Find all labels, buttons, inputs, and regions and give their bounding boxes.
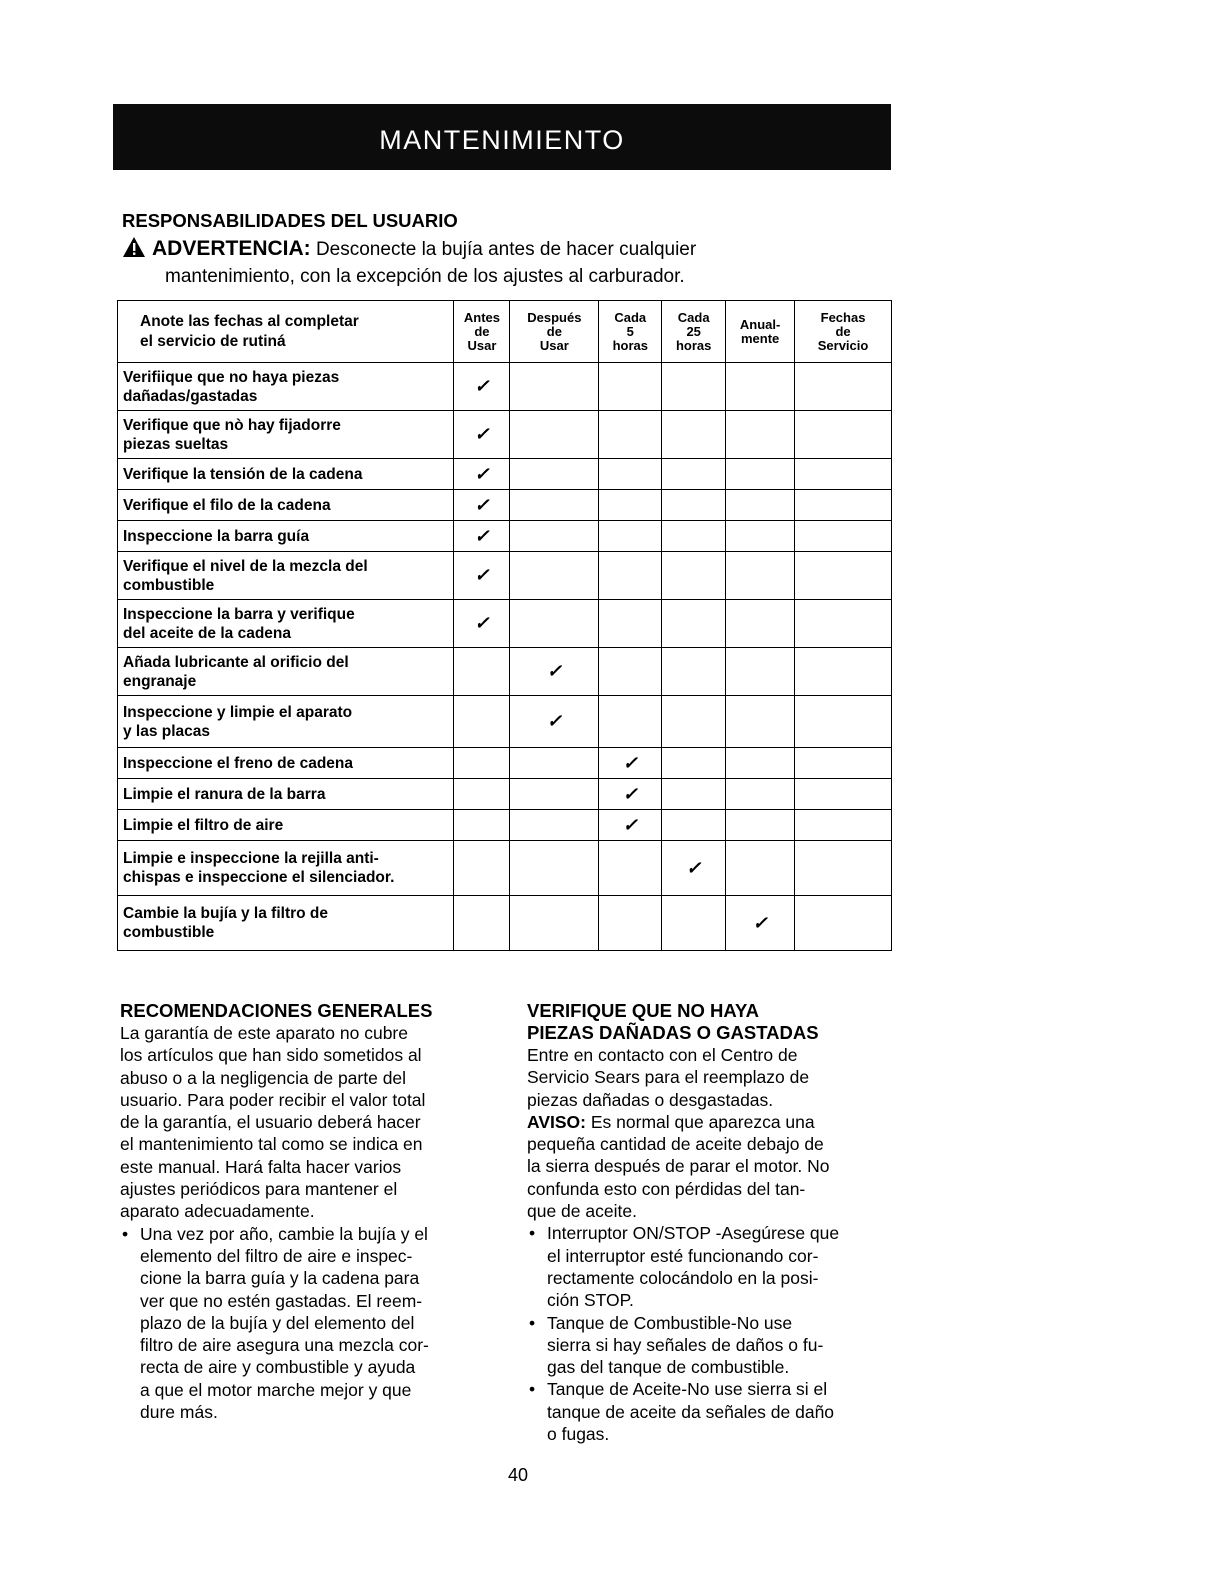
task-text: Limpie el filtro de aire [123,816,284,834]
task-cell [118,600,454,648]
maintenance-schedule-table [117,300,892,951]
heading-line: PIEZAS DAÑADAS O GASTADAS [527,1022,819,1043]
schedule-cell [510,841,599,896]
bullet-line: gas del tanque de combustible. [547,1357,790,1378]
table-row [118,696,892,748]
schedule-cell [726,810,795,841]
schedule-cell [599,600,662,648]
paragraph-line: ajustes periódicos para mantener el [120,1179,398,1200]
general-recommendations [120,1000,505,1423]
schedule-cell [599,363,662,411]
aviso-line [527,1111,912,1133]
schedule-cell [795,600,892,648]
bullet-line: recta de aire y combustible y ayuda [140,1357,416,1378]
task-text: Inspeccione el freno de cadena [123,754,353,772]
task-text: Verifique el filo de la cadena [123,496,331,514]
paragraph-line: los artículos que han sido sometidos al [120,1045,422,1066]
paragraph-line: usuario. Para poder recibir el valor total [120,1089,426,1110]
task-cell [118,810,454,841]
section-title: RESPONSABILIDADES DEL USUARIO [122,210,458,231]
task-cell [118,696,454,748]
schedule-cell [454,411,510,459]
header-anualmente [726,301,795,363]
task-text: Inspeccione y limpie el aparato [123,703,353,721]
task-cell [118,648,454,696]
warning-block [122,236,882,289]
schedule-cell [662,696,726,748]
schedule-cell [454,810,510,841]
schedule-cell [662,552,726,600]
schedule-cell [454,600,510,648]
header-text: Fechas [820,309,866,325]
bullet-line: sierra si hay señales de daños o fu- [547,1334,824,1355]
task-text: del aceite de la cadena [123,624,292,642]
paragraph-line: Servicio Sears para el reemplazo de [527,1067,810,1088]
bullet-line: ver que no estén gastadas. El reem- [140,1290,423,1311]
schedule-cell [510,779,599,810]
check-mark-icon: ✓ [546,711,562,731]
schedule-cell [510,748,599,779]
check-mark-icon: ✓ [474,376,490,396]
paragraph-line: confunda esto con pérdidas del tan- [527,1178,806,1199]
task-cell [118,552,454,600]
header-antes [454,301,510,363]
header-text: 5 [626,323,634,339]
bullet-item [527,1378,912,1445]
schedule-cell [662,363,726,411]
table-row [118,490,892,521]
bullet-line: Interruptor ON/STOP -Asegúrese que [547,1223,840,1244]
check-mark-icon: ✓ [752,912,768,933]
schedule-cell [454,552,510,600]
bullet-line: Tanque de Combustible-No use [547,1312,793,1333]
warning-label: ADVERTENCIA: [152,237,311,260]
check-mark-icon: ✓ [474,463,490,484]
schedule-cell [454,696,510,748]
task-text: Verifique la tensión de la cadena [123,465,363,483]
task-cell [118,459,454,490]
bullet-line: rectamente colocándolo en la posi- [547,1267,819,1288]
header-fechas [795,301,892,363]
bullet-line: dure más. [140,1402,218,1423]
check-mark-icon: ✓ [474,494,490,515]
bullet-line: ción STOP. [547,1290,634,1311]
bullet-item [120,1223,505,1424]
schedule-cell [662,648,726,696]
bullet-line: el interruptor esté funcionando cor- [547,1245,819,1266]
task-text: Inspeccione la barra guía [123,527,310,545]
paragraph-line: el mantenimiento tal como se indica en [120,1134,423,1155]
paragraph-line: la sierra después de parar el motor. No [527,1156,830,1177]
schedule-cell [510,363,599,411]
schedule-cell [795,490,892,521]
schedule-cell [795,459,892,490]
header-text: Usar [539,337,569,353]
damaged-parts-heading [527,1000,912,1044]
header-despues [510,301,599,363]
header-text: de [474,323,490,339]
table-row [118,779,892,810]
bullet-dot-icon: • [529,1223,536,1244]
warning-text: Desconecte la bujía antes de hacer cualquier [315,239,697,260]
task-cell [118,490,454,521]
bullet-line: o fugas. [547,1424,610,1445]
schedule-cell [599,411,662,459]
schedule-cell [510,696,599,748]
task-text: dañadas/gastadas [123,387,258,405]
header-text: horas [612,337,648,353]
schedule-cell [726,748,795,779]
paragraph-line: este manual. Hará falta hacer varios [120,1156,402,1177]
header-text: de [835,323,851,339]
schedule-cell [599,810,662,841]
schedule-cell [726,490,795,521]
check-mark-icon: ✓ [546,661,562,681]
schedule-cell [662,779,726,810]
schedule-cell [599,841,662,896]
schedule-cell [599,696,662,748]
schedule-cell [795,810,892,841]
schedule-cell [795,411,892,459]
task-text: Limpie el ranura de la barra [123,785,326,803]
task-cell [118,521,454,552]
schedule-cell [662,411,726,459]
paragraph-line: aparato adecuadamente. [120,1201,315,1222]
bullet-line: Tanque de Aceite-No use sierra si el [547,1379,828,1400]
schedule-cell [726,459,795,490]
bullet-line: elemento del filtro de aire e inspec- [140,1245,413,1266]
check-mark-icon: ✓ [474,525,490,546]
header-text: mente [740,330,780,346]
task-cell [118,748,454,779]
schedule-cell [662,748,726,779]
header-text: Antes [463,309,500,325]
paragraph-line: Entre en contacto con el Centro de [527,1045,798,1065]
paragraph-line: piezas dañadas o desgastadas. [527,1089,774,1110]
header-text: Después [527,309,582,325]
schedule-cell [726,841,795,896]
header-text: Servicio [817,337,869,353]
check-mark-icon: ✓ [474,613,490,633]
bullet-dot-icon: • [122,1223,129,1244]
task-cell [118,896,454,951]
schedule-cell [510,459,599,490]
warning-triangle-icon [122,236,152,265]
schedule-cell [454,841,510,896]
task-text: chispas e inspeccione el silenciador. [123,869,395,886]
header-text: Cada [614,309,647,325]
header-text: 25 [686,323,701,339]
table-row [118,748,892,779]
task-text: engranaje [123,672,197,690]
schedule-cell [599,896,662,951]
schedule-cell [454,896,510,951]
table-row [118,648,892,696]
task-cell [118,841,454,896]
schedule-cell [510,552,599,600]
schedule-cell [662,521,726,552]
table-row [118,810,892,841]
task-text: Limpie e inspeccione la rejilla anti- [123,850,379,867]
aviso-text: Es normal que aparezca una [590,1111,815,1132]
paragraph-line: de la garantía, el usuario deberá hacer [120,1112,421,1133]
schedule-cell [454,779,510,810]
schedule-cell [795,648,892,696]
check-mark-icon: ✓ [686,857,702,878]
task-cell [118,411,454,459]
damaged-parts-section [527,1000,912,1445]
schedule-cell [599,521,662,552]
table-row [118,459,892,490]
paragraph-line: pequeña cantidad de aceite debajo de [527,1134,824,1155]
schedule-cell [662,841,726,896]
schedule-cell [454,748,510,779]
table-header-row [118,301,892,363]
schedule-cell [510,896,599,951]
schedule-cell [795,363,892,411]
header-text: horas [675,337,712,353]
schedule-cell [510,521,599,552]
schedule-cell [726,552,795,600]
header-task [118,301,454,363]
schedule-cell [726,779,795,810]
check-mark-icon: ✓ [474,565,490,585]
check-mark-icon: ✓ [622,814,638,835]
header-task-line: Anote las fechas al completar [140,312,359,330]
schedule-cell [795,552,892,600]
table-row [118,600,892,648]
schedule-cell [795,696,892,748]
bullet-line: cione la barra guía y la cadena para [140,1268,420,1289]
bullet-line: tanque de aceite da señales de daño [547,1401,835,1422]
paragraph-line: La garantía de este aparato no cubre [120,1023,408,1043]
schedule-cell [599,552,662,600]
schedule-cell [662,490,726,521]
header-task-line: el servicio de rutiná [140,332,286,350]
schedule-cell [726,600,795,648]
schedule-cell [454,459,510,490]
task-text: piezas sueltas [123,435,229,453]
task-text: Inspeccione la barra y verifique [123,605,355,623]
check-mark-icon: ✓ [622,783,638,804]
table-row [118,363,892,411]
bullet-line: Una vez por año, cambie la bujía y el [140,1223,428,1244]
recommendations-heading: RECOMENDACIONES GENERALES [120,1000,433,1021]
schedule-cell [454,521,510,552]
bullet-line: a que el motor marche mejor y que [140,1379,412,1400]
aviso-label: AVISO: [527,1111,586,1132]
schedule-cell [454,490,510,521]
schedule-cell [510,810,599,841]
schedule-cell [510,648,599,696]
task-text: Verifiique que no haya piezas [123,368,340,386]
bullet-dot-icon: • [529,1312,536,1333]
schedule-cell [662,459,726,490]
schedule-cell [795,841,892,896]
task-text: y las placas [123,722,211,740]
schedule-cell [454,648,510,696]
table-row [118,841,892,896]
paragraph-line: que de aceite. [527,1201,637,1222]
page-number: 40 [508,1465,529,1485]
task-cell [118,363,454,411]
schedule-cell [795,896,892,951]
heading-line: VERIFIQUE QUE NO HAYA [527,1000,759,1021]
schedule-cell [510,600,599,648]
schedule-cell [726,363,795,411]
schedule-cell [662,896,726,951]
bullet-line: filtro de aire asegura una mezcla cor- [140,1335,429,1356]
header-text: Cada [677,309,710,325]
task-text: combustible [123,576,215,594]
table-row [118,896,892,951]
check-mark-icon: ✓ [474,424,490,444]
table-row [118,552,892,600]
schedule-cell [510,411,599,459]
bullet-item [527,1222,912,1311]
section-banner: MANTENIMIENTO [113,104,891,170]
schedule-cell [795,779,892,810]
schedule-cell [599,459,662,490]
schedule-cell [795,521,892,552]
schedule-cell [726,648,795,696]
table-row [118,521,892,552]
schedule-cell [599,648,662,696]
task-text: combustible [123,924,215,941]
schedule-cell [454,363,510,411]
task-text: Verifique el nivel de la mezcla del [123,557,368,575]
schedule-cell [726,696,795,748]
schedule-cell [726,411,795,459]
bullet-item [527,1312,912,1379]
schedule-cell [599,748,662,779]
bullet-dot-icon: • [529,1379,536,1400]
warning-text-continued: mantenimiento, con la excepción de los ajustes al carburador. [165,266,685,287]
header-text: Anual- [739,316,781,332]
check-mark-icon: ✓ [622,752,638,773]
task-text: Añada lubricante al orificio del [123,653,349,671]
bullet-line: plazo de la bujía y del elemento del [140,1312,415,1333]
header-text: Usar [467,337,497,353]
schedule-cell [726,896,795,951]
schedule-cell [726,521,795,552]
schedule-cell [662,810,726,841]
schedule-cell [599,490,662,521]
table-row [118,411,892,459]
header-text: de [546,323,562,339]
header-cada-5 [599,301,662,363]
paragraph-line: abuso o a la negligencia de parte del [120,1067,407,1088]
schedule-cell [510,490,599,521]
schedule-cell [662,600,726,648]
schedule-cell [795,748,892,779]
task-text: Verifique que nò hay fijadorre [123,416,341,434]
schedule-cell [599,779,662,810]
task-cell [118,779,454,810]
task-text: Cambie la bujía y la filtro de [123,905,328,922]
header-cada-25 [662,301,726,363]
